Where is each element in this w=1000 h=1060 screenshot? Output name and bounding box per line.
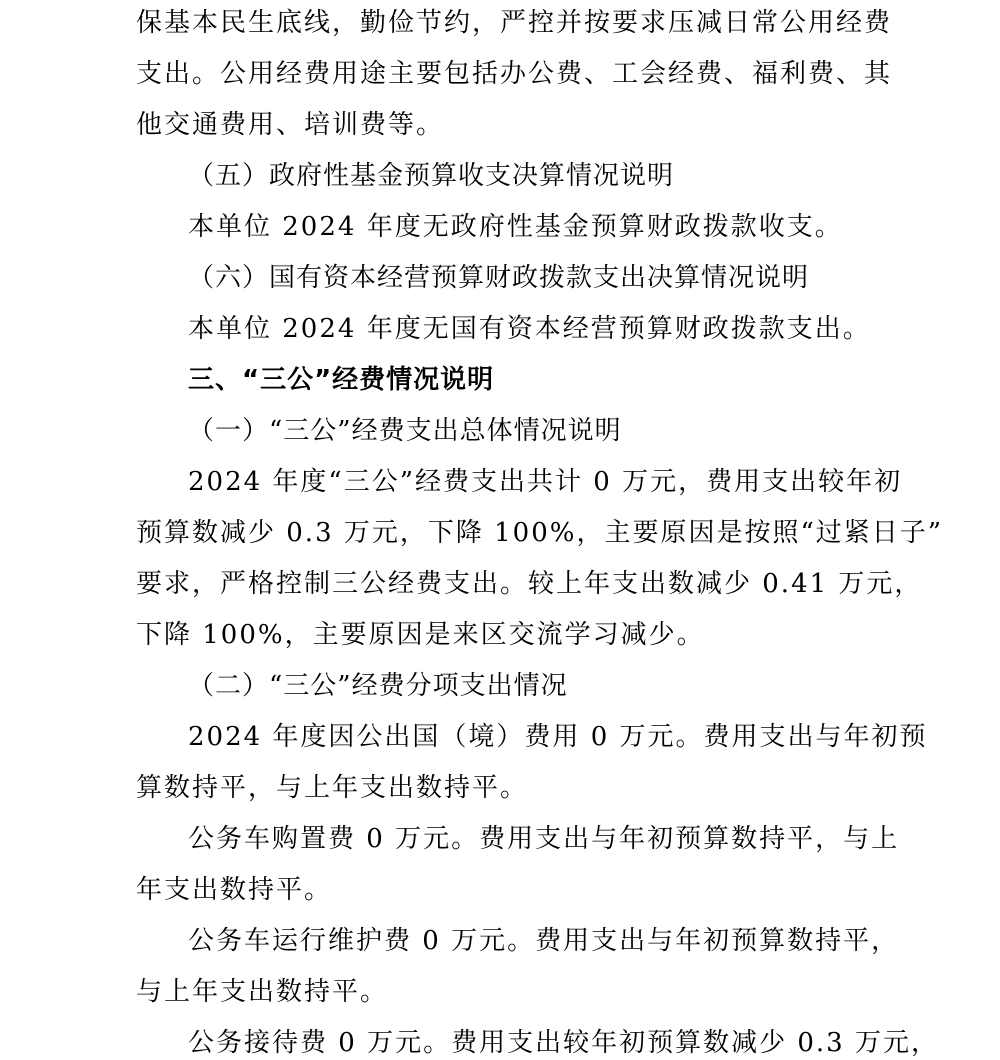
paragraph-line: 年支出数持平。 [136,875,333,905]
paragraph-line: 公务车运行维护费 0 万元。费用支出与年初预算数持平， [188,926,900,956]
paragraph-line: 要求，严格控制三公经费支出。较上年支出数减少 0.41 万元， [136,569,923,599]
section-heading-5: （五）政府性基金预算收支决算情况说明 [188,161,675,191]
paragraph-line: 公务接待费 0 万元。费用支出较年初预算数减少 0.3 万元， [188,1028,939,1058]
paragraph-line: 本单位 2024 年度无国有资本经营预算财政拨款支出。 [188,314,871,344]
paragraph-line: 2024 年度“三公”经费支出共计 0 万元，费用支出较年初 [188,467,903,497]
section-heading-2: （二）“三公”经费分项支出情况 [188,671,568,701]
paragraph-line: 算数持平，与上年支出数持平。 [136,773,529,803]
chapter-heading: 三、“三公”经费情况说明 [188,365,495,395]
paragraph-line: 下降 100%，主要原因是来区交流学习减少。 [136,620,705,650]
paragraph-line: 保基本民生底线，勤俭节约，严控并按要求压减日常公用经费 [136,8,893,38]
section-heading-6: （六）国有资本经营预算财政拨款支出决算情况说明 [188,263,810,293]
paragraph-line: 本单位 2024 年度无政府性基金预算财政拨款收支。 [188,212,843,242]
paragraph-line: 2024 年度因公出国（境）费用 0 万元。费用支出与年初预 [188,722,928,752]
section-heading-1: （一）“三公”经费支出总体情况说明 [188,416,622,446]
paragraph-line: 支出。公用经费用途主要包括办公费、工会经费、福利费、其 [136,59,893,89]
paragraph-line: 公务车购置费 0 万元。费用支出与年初预算数持平，与上 [188,824,900,854]
paragraph-line: 他交通费用、培训费等。 [136,110,445,140]
paragraph-line: 与上年支出数持平。 [136,977,389,1007]
paragraph-line: 预算数减少 0.3 万元，下降 100%，主要原因是按照“过紧日子” [136,518,944,548]
